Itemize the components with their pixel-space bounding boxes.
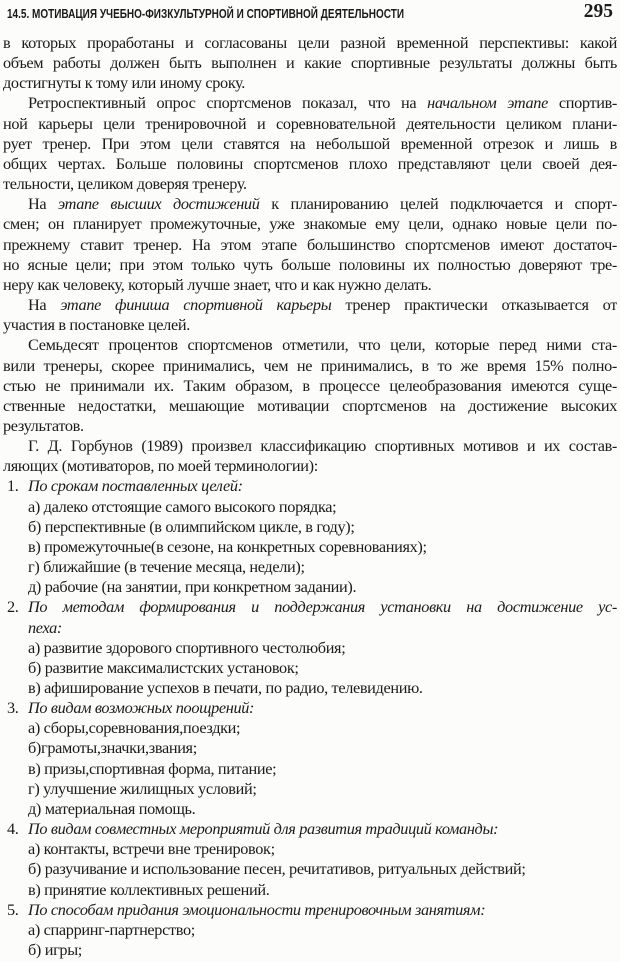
text-line — [28, 618, 617, 638]
page-number: 295 — [583, 1, 613, 22]
text-line — [3, 315, 617, 335]
text-segment: объем работы должен быть выполнен и какие спортивные результаты должны быть — [3, 53, 617, 73]
text-line — [28, 759, 617, 779]
text-segment: а) развитие здорового спортивного честолюбия; — [28, 637, 346, 657]
text-line — [28, 476, 617, 496]
text-line — [28, 880, 617, 900]
text-line — [3, 356, 617, 376]
text-segment: этапе высших достижений — [58, 194, 260, 214]
text-segment: общих чертах. Больше половины спортсменов плохо представляют цели своей дея- — [3, 153, 617, 173]
list-item-number: 1. — [7, 476, 19, 496]
text-segment: Семьдесят процентов спортсменов отметили, что цели, которые перед ними ста- — [28, 335, 617, 355]
text-segment: По видам возможных поощрений: — [28, 698, 255, 718]
paragraph — [3, 335, 617, 436]
text-line — [28, 819, 617, 839]
running-head-section-title: 14.5. МОТИВАЦИЯ УЧЕБНО-ФИЗКУЛЬТУРНОЙ И СПОРТИВНОЙ ДЕЯТЕЛЬНОСТИ — [7, 7, 405, 21]
text-line — [3, 235, 617, 255]
text-segment: но ясные цели; при этом только чуть больше половины их полностью доверяют тре- — [3, 254, 617, 274]
text-segment: На — [28, 295, 61, 315]
text-line — [3, 436, 617, 456]
text-line — [3, 396, 617, 416]
text-line — [3, 376, 617, 396]
text-segment: д) рабочие (на занятии, при конкретном задании). — [28, 577, 357, 597]
list-item-number: 5. — [7, 899, 19, 919]
list-item-text — [28, 819, 617, 900]
text-segment: ной карьеры цели тренировочной и соревновательной деятельности целиком плани- — [3, 113, 617, 133]
text-line — [3, 335, 617, 355]
text-segment: б) разучивание и использование песен, речитативов, ритуальных действий; — [28, 859, 526, 879]
text-line — [28, 920, 617, 940]
text-line — [28, 718, 617, 738]
text-segment: в) промежуточные(в сезоне, на конкретных соревнованиях); — [28, 536, 427, 556]
paragraph — [3, 194, 617, 295]
text-segment: к планированию целей подключается и спорт- — [259, 194, 617, 214]
text-segment: участия в постановке целей. — [3, 315, 190, 335]
text-segment: б) развитие максималистских установок; — [28, 657, 299, 677]
text-line — [28, 497, 617, 517]
list-item-number: 3. — [7, 698, 19, 718]
text-line — [28, 738, 617, 758]
text-segment: На — [28, 194, 58, 214]
text-line — [3, 154, 617, 174]
text-segment: тренер практически отказывается от — [331, 295, 617, 315]
text-line — [28, 557, 617, 577]
text-line — [28, 779, 617, 799]
text-line — [28, 597, 617, 617]
text-line — [28, 537, 617, 557]
text-segment: б) перспективные (в олимпийском цикле, в году); — [28, 516, 355, 536]
text-line — [3, 255, 617, 275]
text-line — [28, 940, 617, 960]
text-segment: прежнему ставит тренер. На этом этапе большинство спортсменов имеют достаточ- — [3, 234, 617, 254]
text-segment: начальном этапе — [427, 93, 548, 113]
text-segment: спортив- — [547, 93, 617, 113]
list-item-text — [28, 597, 617, 698]
text-segment: г) улучшение жилищных условий; — [28, 778, 257, 798]
text-line — [3, 214, 617, 234]
paragraph — [3, 295, 617, 335]
text-line — [3, 73, 617, 93]
text-segment: ляющих (мотиваторов, по моей терминологии): — [3, 456, 318, 476]
text-segment: Ретроспективный опрос спортсменов показал, что на — [28, 93, 428, 113]
numbered-list-item — [3, 819, 617, 900]
text-segment: пеха: — [28, 617, 62, 637]
text-line — [28, 638, 617, 658]
text-line — [3, 93, 617, 113]
list-item-text — [28, 476, 617, 597]
text-segment: б)грамоты,значки,звания; — [28, 738, 197, 758]
text-line — [3, 174, 617, 194]
page-body — [3, 33, 617, 960]
text-segment: в) призы,спортивная форма, питание; — [28, 758, 277, 778]
list-item-number: 4. — [7, 819, 19, 839]
text-segment: достигнуты к тому или иному сроку. — [3, 73, 246, 93]
paragraph — [3, 93, 617, 194]
numbered-list-item — [3, 698, 617, 819]
text-line — [28, 799, 617, 819]
text-segment: а) контакты, встречи вне тренировок; — [28, 839, 275, 859]
text-segment: По видам совместных мероприятий для развития традиций команды: — [28, 819, 499, 839]
text-segment: г) ближайшие (в течение месяца, недели); — [28, 557, 305, 577]
list-item-text — [28, 900, 617, 960]
text-line — [3, 275, 617, 295]
text-line — [3, 194, 617, 214]
text-line — [3, 295, 617, 315]
text-line — [28, 658, 617, 678]
text-line — [28, 859, 617, 879]
paragraph — [3, 33, 617, 93]
text-segment: вили тренеры, скорее принимались, чем не принимались, в то же время 15% полно- — [3, 355, 617, 375]
text-line — [3, 416, 617, 436]
text-line — [3, 456, 617, 476]
text-segment: результатов. — [3, 415, 84, 435]
paragraph — [3, 436, 617, 476]
text-segment: в) афиширование успехов в печати, по радио, телевидению. — [28, 678, 423, 697]
text-line — [28, 678, 617, 698]
text-line — [3, 53, 617, 73]
numbered-list-item — [3, 597, 617, 698]
text-segment: б) игры; — [28, 940, 82, 960]
text-segment: тельности, целиком доверяя тренеру. — [3, 174, 247, 194]
text-segment: ственные недостатки, мешающие мотивации спортсменов на достижение высоких — [3, 395, 617, 415]
text-line — [3, 33, 617, 53]
numbered-list-item — [3, 476, 617, 597]
text-line — [28, 517, 617, 537]
list-item-number: 2. — [7, 597, 19, 617]
text-segment: в которых проработаны и согласованы цели разной временной перспективы: какой — [3, 33, 617, 52]
text-line — [3, 114, 617, 134]
text-line — [28, 900, 617, 920]
text-line — [28, 698, 617, 718]
text-segment: По методам формирования и поддержания установки на достижение ус- — [28, 597, 617, 617]
text-segment: неру как человеку, который лучше знает, что и как нужно делать. — [3, 274, 432, 294]
text-segment: стью не принимали их. Таким образом, в процессе целеобразования имеются суще- — [3, 375, 617, 395]
text-line — [28, 839, 617, 859]
text-line — [3, 134, 617, 154]
numbered-list-item — [3, 900, 617, 960]
text-segment: а) спарринг-партнерство; — [28, 919, 195, 939]
text-segment: По способам придания эмоциональности тренировочным занятиям: — [28, 899, 486, 919]
text-segment: рует тренер. При этом цели ставятся на небольшой временной отрезок и лишь в — [3, 133, 617, 153]
list-item-text — [28, 698, 617, 819]
text-segment: По срокам поставленных целей: — [28, 476, 243, 496]
text-segment: смен; он планирует промежуточные, уже знакомые ему цели, однако новые цели по- — [3, 214, 617, 234]
text-segment: а) далеко отстоящие самого высокого порядка; — [28, 496, 337, 516]
text-segment: д) материальная помощь. — [28, 798, 196, 818]
text-segment: а) сборы,соревнования,поездки; — [28, 718, 241, 738]
text-line — [28, 577, 617, 597]
text-segment: в) принятие коллективных решений. — [28, 879, 270, 899]
text-segment: этапе финиша спортивной карьеры — [60, 295, 332, 315]
text-segment: Г. Д. Горбунов (1989) произвел классификацию спортивных мотивов и их состав- — [28, 436, 617, 456]
